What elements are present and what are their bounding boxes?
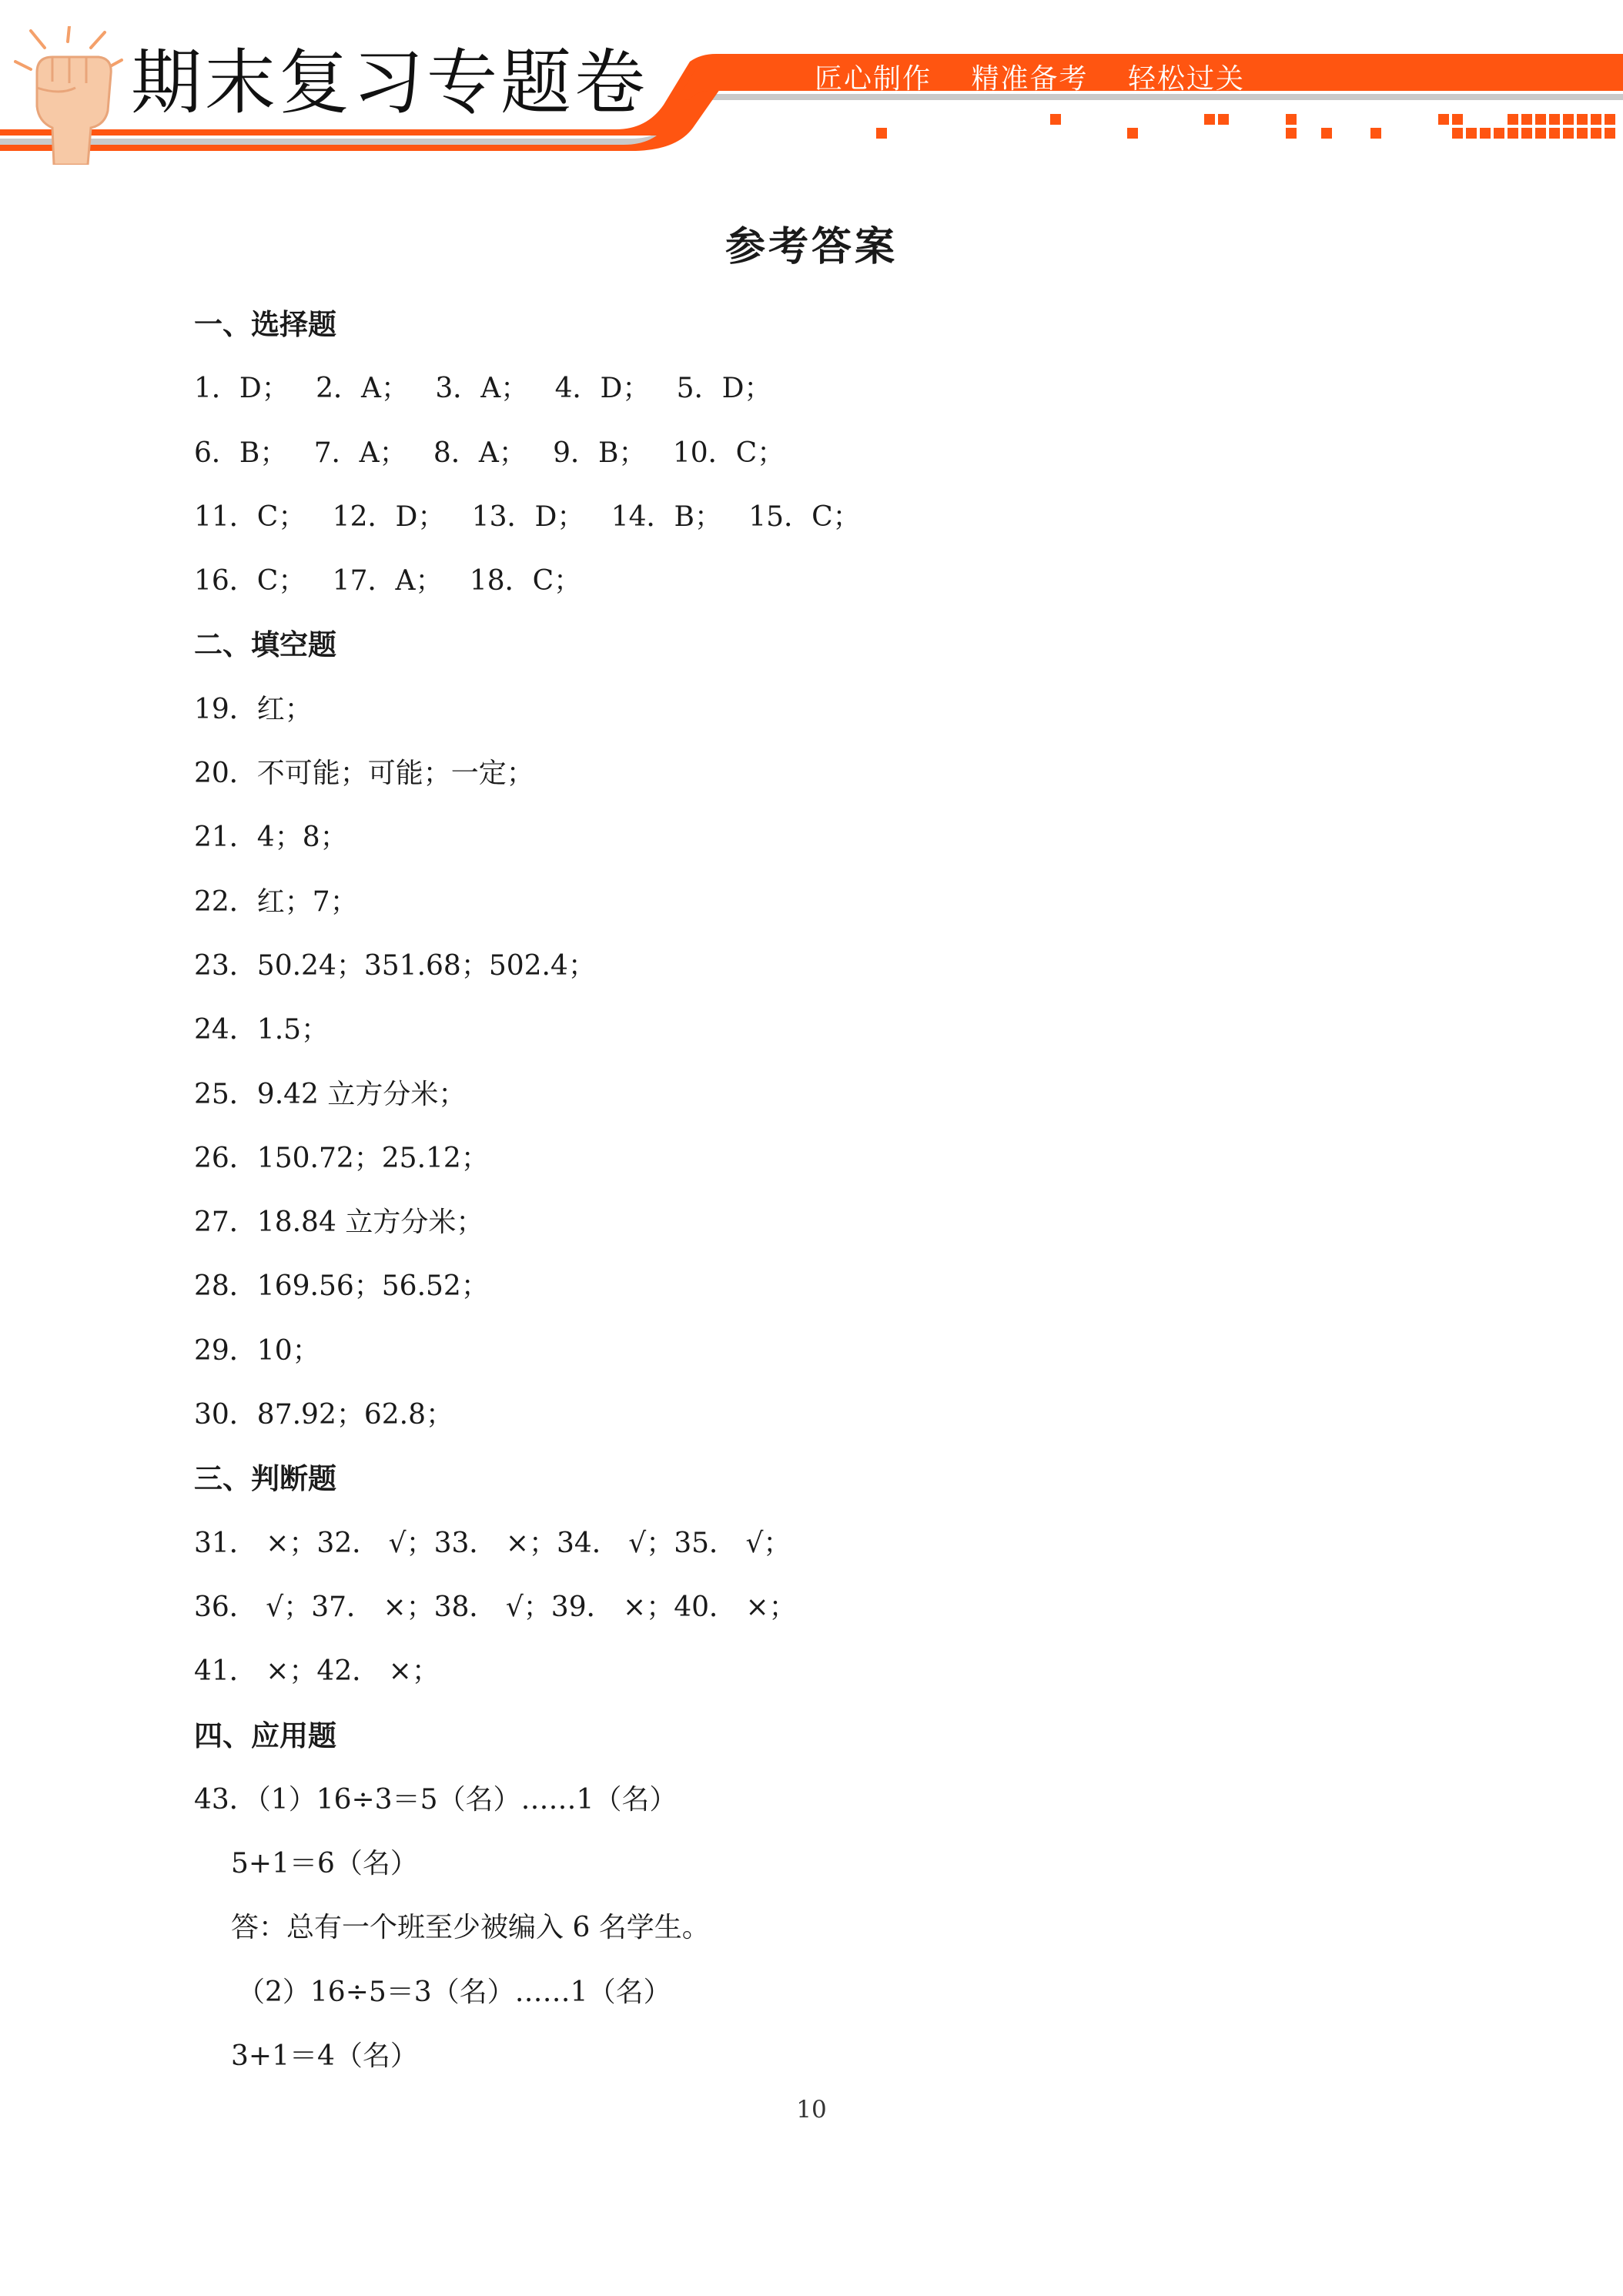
answer-line: 23．50.24；351.68；502.4； bbox=[194, 949, 596, 982]
answer-line: （2）16÷5＝3（名）……1（名） bbox=[237, 1976, 671, 2008]
answer-line: 3+1＝4（名） bbox=[231, 2040, 418, 2073]
answer-line: 28．169.56；56.52； bbox=[194, 1270, 489, 1303]
answer-line: 21．4；8； bbox=[194, 822, 348, 854]
section-heading: 四、应用题 bbox=[194, 1718, 336, 1752]
slogan-item: 轻松过关 bbox=[1127, 63, 1245, 95]
answer-line: 6．B； 7．A； 8．A； 9．B； 10．C； bbox=[194, 437, 785, 469]
fist-icon bbox=[14, 26, 129, 165]
decorative-squares bbox=[876, 114, 1615, 139]
answer-line: 24．1.5； bbox=[194, 1014, 330, 1046]
answer-line: 27．18.84 立方分米； bbox=[194, 1207, 484, 1239]
slogan bbox=[815, 57, 1274, 96]
document-title: 参考答案 bbox=[724, 223, 898, 270]
answer-line: 16．C； 17．A； 18．C； bbox=[194, 565, 582, 597]
answer-line: 5+1＝6（名） bbox=[231, 1848, 418, 1880]
section-heading: 二、填空题 bbox=[194, 628, 336, 662]
brand-title: 期末复习专题卷 bbox=[131, 42, 649, 124]
answer-line: 25．9.42 立方分米； bbox=[194, 1078, 467, 1110]
slogan-item: 匠心制作 bbox=[815, 63, 932, 95]
answer-line: 30．87.92；62.8； bbox=[194, 1399, 454, 1431]
section-heading: 三、判断题 bbox=[194, 1461, 336, 1496]
page-number: 10 bbox=[796, 2096, 827, 2124]
header-banner bbox=[0, 0, 1623, 169]
answer-line: 11．C； 12．D； 13．D； 14．B； 15．C； bbox=[194, 500, 861, 533]
answer-line: 22．红；7； bbox=[194, 885, 358, 918]
answer-line: 19．红； bbox=[194, 693, 313, 725]
section-heading: 一、选择题 bbox=[194, 307, 336, 341]
answer-line: 1．D； 2．A； 3．A； 4．D； 5．D； bbox=[194, 373, 772, 405]
answer-line: 43．（1）16÷3＝5（名）……1（名） bbox=[194, 1783, 678, 1816]
answer-line: 41． ×；42． ×； bbox=[194, 1655, 440, 1688]
answer-line: 答：总有一个班至少被编入 6 名学生。 bbox=[231, 1912, 710, 1944]
slogan-item: 精准备考 bbox=[971, 63, 1089, 95]
answer-line: 26．150.72；25.12； bbox=[194, 1142, 489, 1174]
answer-line: 20．不可能；可能；一定； bbox=[194, 758, 534, 790]
answer-line: 36． √；37． ×；38． √；39． ×；40． ×； bbox=[194, 1591, 797, 1623]
answer-line: 29．10； bbox=[194, 1334, 320, 1367]
answer-list bbox=[194, 293, 1464, 2088]
answer-line: 31． ×；32． √；33． ×；34． √；35． √； bbox=[194, 1527, 791, 1559]
